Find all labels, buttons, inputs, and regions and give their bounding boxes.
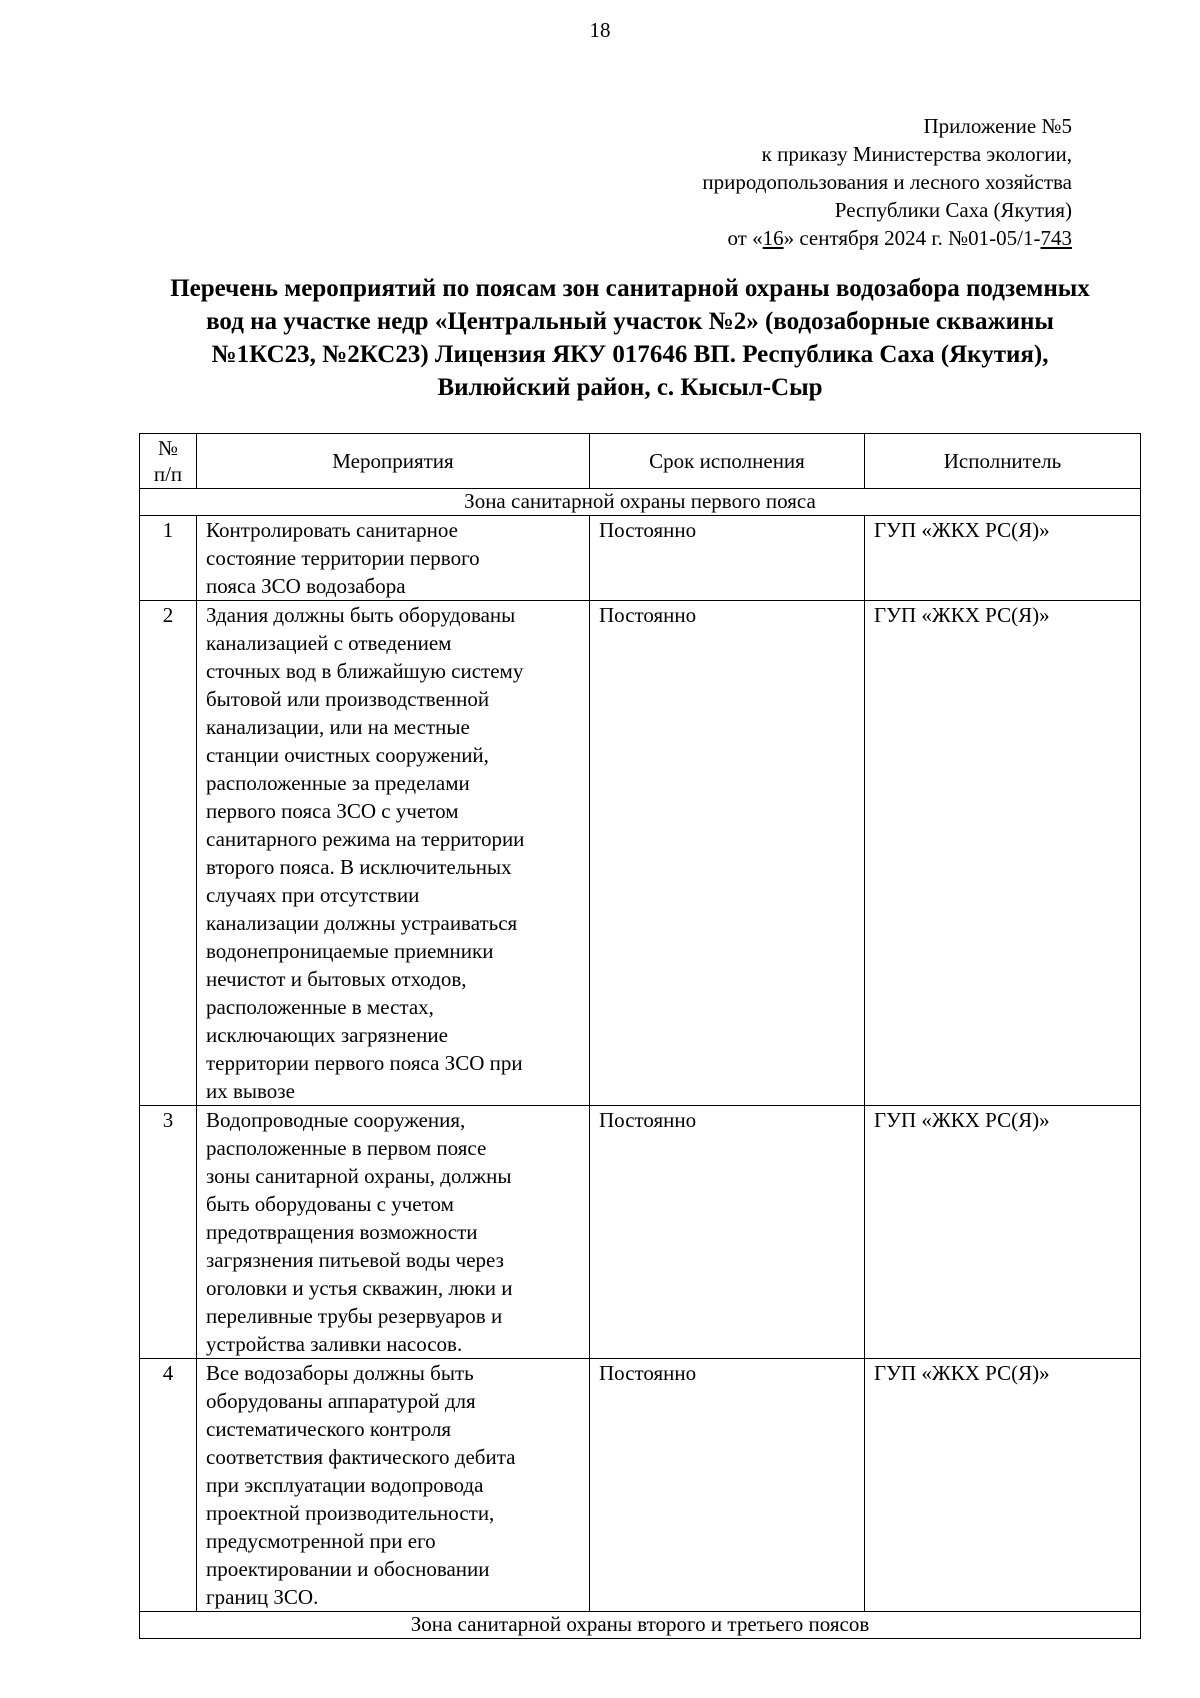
- table-row: [140, 1106, 1141, 1359]
- measure-text: [197, 601, 590, 1106]
- header-executor: Исполнитель: [865, 434, 1141, 489]
- measure-line: исключающих загрязнение: [206, 1023, 448, 1047]
- measure-line: состояние территории первого: [206, 546, 480, 570]
- section-title-second-third-belts: Зона санитарной охраны второго и третьего поясов: [140, 1612, 1141, 1639]
- measure-line: случаях при отсутствии: [206, 883, 420, 907]
- section-title-first-belt: Зона санитарной охраны первого пояса: [140, 489, 1141, 516]
- measures-table: [139, 433, 1141, 1639]
- measure-line: первого пояса ЗСО с учетом: [206, 799, 459, 823]
- order-number: 743: [1040, 226, 1072, 250]
- table-row: [140, 601, 1141, 1106]
- title-line: №1КС23, №2КС23) Лицензия ЯКУ 017646 ВП. Республика Саха (Якутия),: [211, 341, 1049, 368]
- measure-text: [197, 1359, 590, 1612]
- document-title: [100, 272, 1160, 404]
- deadline-cell: Постоянно: [590, 1106, 865, 1359]
- measure-line: переливные трубы резервуаров и: [206, 1304, 503, 1328]
- title-line: вод на участке недр «Центральный участок №2» (водозаборные скважины: [206, 308, 1054, 335]
- row-number: 3: [140, 1106, 197, 1359]
- row-number: 1: [140, 516, 197, 601]
- measure-text: [197, 516, 590, 601]
- header-measures: Мероприятия: [197, 434, 590, 489]
- measure-line: оголовки и устья скважин, люки и: [206, 1276, 513, 1300]
- deadline-cell: Постоянно: [590, 601, 865, 1106]
- title-line: Перечень мероприятий по поясам зон санитарной охраны водозабора подземных: [170, 275, 1090, 302]
- appendix-block: [552, 112, 1072, 252]
- measure-line: сточных вод в ближайшую систему: [206, 659, 524, 683]
- measure-line: расположенные в местах,: [206, 995, 434, 1019]
- measure-line: санитарного режима на территории: [206, 827, 525, 851]
- deadline-cell: Постоянно: [590, 1359, 865, 1612]
- measure-line: предусмотренной при его: [206, 1529, 436, 1553]
- page-number: 18: [589, 18, 611, 42]
- appendix-line: Республики Саха (Якутия): [834, 198, 1072, 222]
- measure-line: при эксплуатации водопровода: [206, 1473, 484, 1497]
- measure-text: [197, 1106, 590, 1359]
- measure-line: систематического контроля: [206, 1417, 452, 1441]
- row-number: 2: [140, 601, 197, 1106]
- measure-line: Здания должны быть оборудованы: [206, 603, 516, 627]
- deadline-cell: Постоянно: [590, 516, 865, 601]
- measure-line: предотвращения возможности: [206, 1220, 478, 1244]
- header-deadline: Срок исполнения: [590, 434, 865, 489]
- table-row: [140, 516, 1141, 601]
- measure-line: канализацией с отведением: [206, 631, 452, 655]
- measure-line: территории первого пояса ЗСО при: [206, 1051, 523, 1075]
- measure-line: канализации, или на местные: [206, 715, 470, 739]
- measure-line: расположенные за пределами: [206, 771, 470, 795]
- measure-line: водонепроницаемые приемники: [206, 939, 494, 963]
- measure-line: станции очистных сооружений,: [206, 743, 489, 767]
- measure-line: второго пояса. В исключительных: [206, 855, 512, 879]
- date-day: 16: [762, 226, 784, 250]
- executor-cell: ГУП «ЖКХ РС(Я)»: [865, 601, 1141, 1106]
- measure-line: нечистот и бытовых отходов,: [206, 967, 467, 991]
- appendix-line: природопользования и лесного хозяйства: [702, 170, 1072, 194]
- measure-line: Контролировать санитарное: [206, 518, 458, 542]
- executor-cell: ГУП «ЖКХ РС(Я)»: [865, 516, 1141, 601]
- measure-line: их вывозе: [206, 1079, 295, 1103]
- measure-line: соответствия фактического дебита: [206, 1445, 516, 1469]
- title-line: Вилюйский район, с. Кысыл-Сыр: [437, 374, 823, 401]
- appendix-date-line: [552, 224, 1072, 252]
- measure-line: зоны санитарной охраны, должны: [206, 1164, 512, 1188]
- table-header-row: [140, 434, 1141, 489]
- measure-line: расположенные в первом поясе: [206, 1136, 487, 1160]
- date-prefix: от «: [727, 226, 763, 250]
- measure-line: проектной производительности,: [206, 1501, 495, 1525]
- measure-line: бытовой или производственной: [206, 687, 490, 711]
- measure-line: проектировании и обосновании: [206, 1557, 490, 1581]
- appendix-line: к приказу Министерства экологии,: [761, 142, 1072, 166]
- measure-line: оборудованы аппаратурой для: [206, 1389, 476, 1413]
- date-middle: » сентября 2024 г. №01-05/1-: [783, 226, 1041, 250]
- appendix-line: Приложение №5: [923, 114, 1072, 138]
- row-number: 4: [140, 1359, 197, 1612]
- executor-cell: ГУП «ЖКХ РС(Я)»: [865, 1106, 1141, 1359]
- measure-line: Водопроводные сооружения,: [206, 1108, 466, 1132]
- header-num: № п/п: [140, 434, 197, 489]
- measure-line: загрязнения питьевой воды через: [206, 1248, 504, 1272]
- measure-line: канализации должны устраиваться: [206, 911, 518, 935]
- measure-line: Все водозаборы должны быть: [206, 1361, 474, 1385]
- section-row: [140, 489, 1141, 516]
- measure-line: быть оборудованы с учетом: [206, 1192, 454, 1216]
- measure-line: границ ЗСО.: [206, 1585, 319, 1609]
- measure-line: устройства заливки насосов.: [206, 1332, 463, 1356]
- section-row: [140, 1612, 1141, 1639]
- executor-cell: ГУП «ЖКХ РС(Я)»: [865, 1359, 1141, 1612]
- table-row: [140, 1359, 1141, 1612]
- measure-line: пояса ЗСО водозабора: [206, 574, 406, 598]
